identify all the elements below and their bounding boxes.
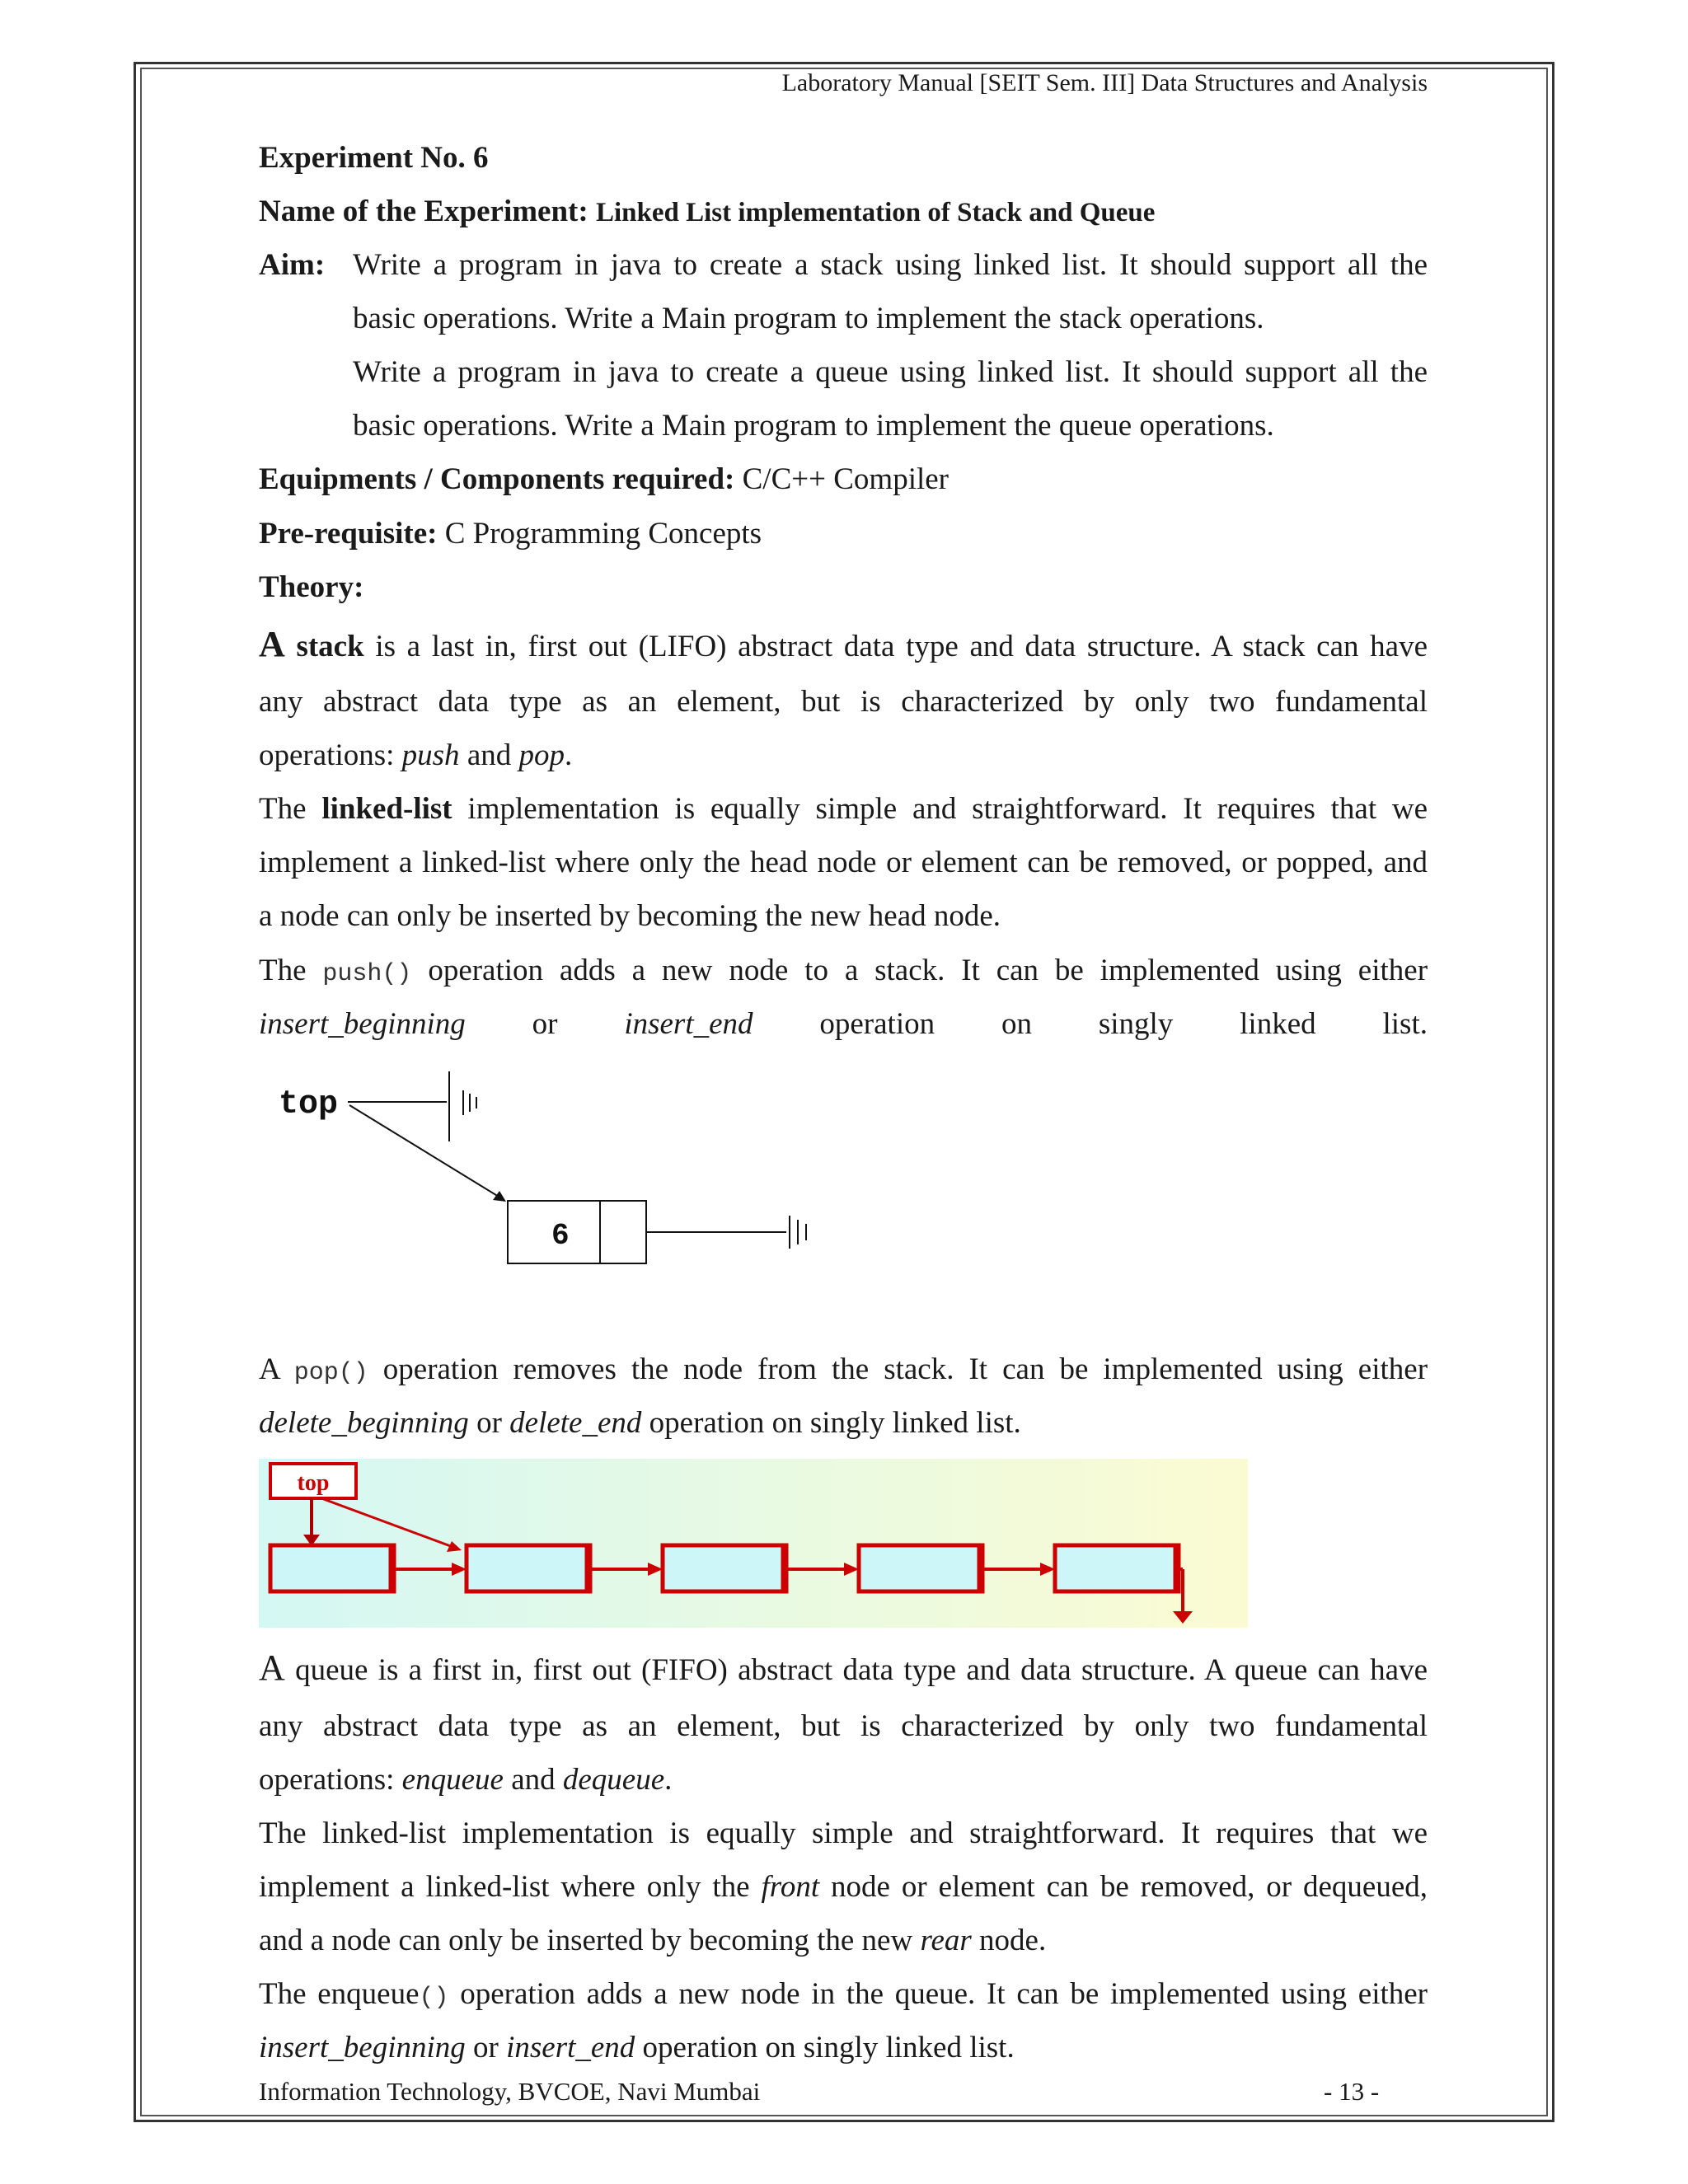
experiment-number: Experiment No. 6 (259, 141, 489, 175)
pop-top-label: top (297, 1470, 330, 1496)
aim-label: Aim: (259, 248, 326, 282)
equipment (259, 462, 1428, 498)
push-code: push() (322, 960, 412, 988)
queue-para-line-1: A queue is a first in, first out (FIFO) abstract data type and data structure. A queue can have (259, 1647, 1428, 1688)
stack-para-line-2: any abstract data type as an element, but is characterized by only two fundamental (259, 685, 1428, 719)
ll-para-line-1: The linked-list implementation is equally simple and straightforward. It requires that we (259, 792, 1428, 826)
pop-node-4 (859, 1545, 982, 1591)
aim-line-3: Write a program in java to create a queue using linked list. It should support all the (353, 355, 1428, 389)
footer-institution: Information Technology, BVCOE, Navi Mumbai (259, 2077, 761, 2106)
prereq-value: C Programming Concepts (444, 517, 762, 551)
pop-node-3 (663, 1545, 786, 1591)
enqueue-code: () (419, 1984, 449, 2012)
pop-code: pop() (293, 1359, 368, 1387)
qll-para-line-2: implement a linked-list where only the front node or element can be removed, or dequeued, (259, 1870, 1428, 1904)
enqueue-para-line-2: insert_beginning or insert_end operation on singly linked list. (259, 2031, 1015, 2064)
push-diagram (259, 1059, 852, 1339)
stack-para-line-1: A stack is a last in, first out (LIFO) abstract data type and data structure. A stack can have (259, 624, 1428, 664)
ll-para-line-3: a node can only be inserted by becoming the new head node. (259, 899, 1001, 933)
theory-heading: Theory: (259, 570, 364, 604)
qll-para-line-3: and a node can only be inserted by becoming the new rear node. (259, 1924, 1047, 1957)
push-para-line-1: The push() operation adds a new node to a stack. It can be implemented using either (259, 954, 1428, 988)
page-number: - 13 - (1324, 2077, 1380, 2106)
prereq-label: Pre-requisite: (259, 517, 438, 551)
equipment-value: C/C++ Compiler (742, 462, 950, 496)
node-box (508, 1201, 646, 1263)
push-diagram-top-label: top (279, 1086, 339, 1123)
equipment-label: Equipments / Components required: (259, 462, 735, 496)
node-value: 6 (551, 1219, 570, 1253)
qll-para-line-1: The linked-list implementation is equally simple and straightforward. It requires that we (259, 1816, 1428, 1850)
pop-node-2 (467, 1545, 590, 1591)
pop-para-line-2: delete_beginning or delete_end operation on singly linked list. (259, 1406, 1021, 1440)
queue-para-line-3: operations: enqueue and dequeue. (259, 1763, 673, 1797)
name-value: Linked List implementation of Stack and Queue (595, 198, 1156, 227)
running-header: Laboratory Manual [SEIT Sem. III] Data Structures and Analysis (781, 69, 1428, 96)
aim-line-1: Write a program in java to create a stack using linked list. It should support all the (353, 248, 1428, 282)
pop-node-1 (270, 1545, 394, 1591)
queue-para-line-2: any abstract data type as an element, but is characterized by only two fundamental (259, 1709, 1428, 1743)
pop-diagram (259, 1459, 1248, 1632)
ll-para-line-2: implement a linked-list where only the head node or element can be removed, or popped, and (259, 846, 1428, 879)
top-arrow (349, 1105, 503, 1199)
pop-node-5 (1055, 1545, 1179, 1591)
experiment-name (259, 194, 1428, 231)
enqueue-para-line-1: The enqueue() operation adds a new node in the queue. It can be implemented using either (259, 1977, 1428, 2012)
aim-line-2: basic operations. Write a Main program to implement the stack operations. (353, 302, 1264, 335)
prerequisite (259, 516, 1428, 552)
aim-line-4: basic operations. Write a Main program to implement the queue operations. (353, 409, 1274, 443)
pop-para-line-1: A pop() operation removes the node from the stack. It can be implemented using either (259, 1352, 1428, 1387)
stack-para-line-3: operations: push and pop. (259, 738, 573, 772)
push-para-line-2: insert_beginning or insert_end operation on singly linked list. (259, 1007, 1428, 1041)
name-label: Name of the Experiment: (259, 194, 588, 228)
